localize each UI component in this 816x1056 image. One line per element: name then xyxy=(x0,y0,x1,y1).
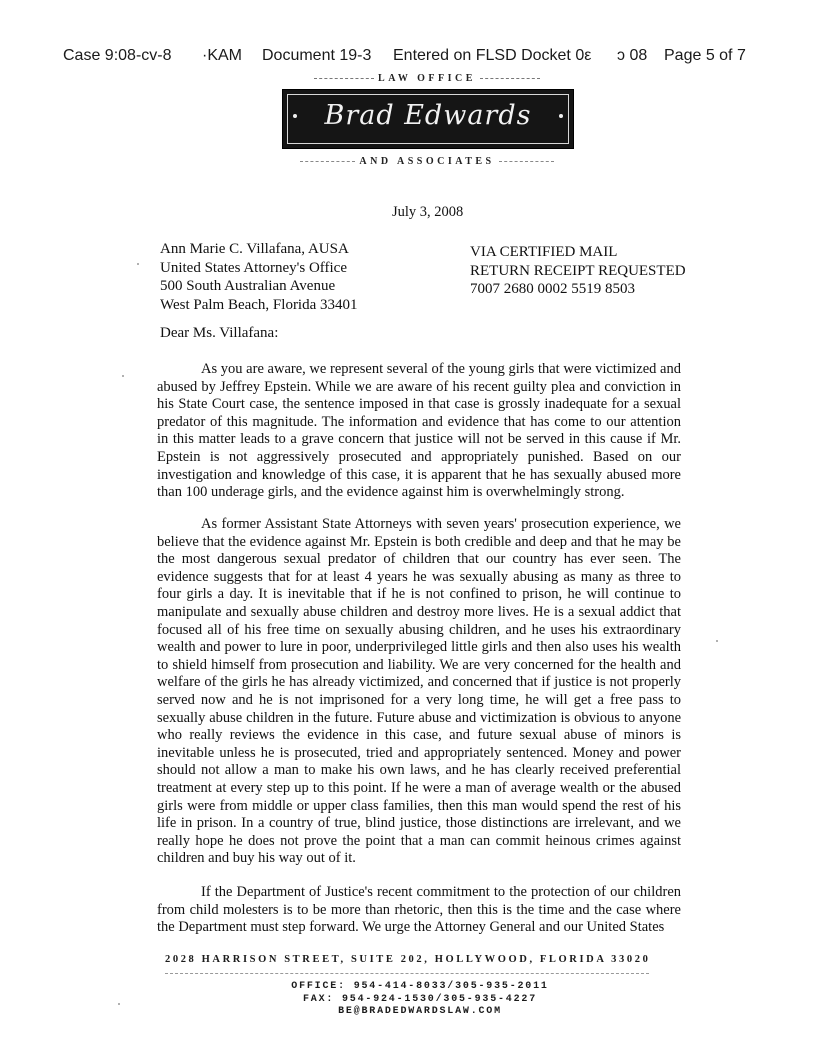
body-paragraph: As former Assistant State Attorneys with seven years' prosecution experience, we believe that the evidence against Mr. Epstein is both credible and deep and that he may be the most dangerous sexual predator of children that our country has ever seen. The evidence suggests that for at least 4 years he was sexually abusing as many as three to four girls a day. It is inevitable that if he is not confined to prison, he will continue to manipulate and sexually abuse children and destroy more lives. He is a sexual addict that focused all of his free time on sexually abusing children, and he uses his extraordinary wealth and power to lure in poor, underprivileged little girls and then also uses his wealth to shield himself from prosecution and liability. We are very concerned for the health and welfare of the girls he has already victimized, and concerned that if justice is not properly served now and he is not imprisoned for a very long time, he will get a free pass to sexually abuse children in the future. Future abuse and victimization is obvious to anyone who really reviews the evidence in this case, and future sexual abuse of minors is inevitable unless he is prosecuted, tried and appropriately sentenced. Money and power should not allow a man to make his own laws, and he has clearly received preferential treatment at every step up to this point. If he were a man of average wealth or the abused girls were from middle or upper class families, then this man would spend the rest of his life in prison. In a country of true, blind justice, those distinctions are irrelevant, and we really hope he does not prove the point that a man can commit heinous crimes against children and buy his way out of it. xyxy=(157,516,681,867)
recipient-address xyxy=(160,240,358,314)
scan-speck xyxy=(122,375,124,377)
delivery-line: VIA CERTIFIED MAIL xyxy=(470,244,618,260)
body-paragraph: As you are aware, we represent several of the young girls that were victimized and abused by Jeffrey Epstein. While we are aware of his recent guilty plea and conviction in his State Court case, the sentence imposed in that case is grossly inadequate for a sexual predator of this magnitude. The information and evidence that has come to our attention in this matter leads to a grave concern that justice will not be served in this cause if Mr. Epstein is not aggressively prosecuted and appropriately punished. Based on our investigation and knowledge of this case, it is apparent that he has sexually abused more than 100 underage girls, and the evidence against him is overwhelmingly strong. xyxy=(157,361,681,501)
recipient-line: United States Attorney's Office xyxy=(160,259,347,276)
footer-email: BE@BRADEDWARDSLAW.COM xyxy=(338,1006,502,1017)
firm-name-script: Brad Edwards xyxy=(324,100,532,131)
footer-fax: FAX: 954-924-1530/305-935-4227 xyxy=(302,993,538,1005)
docket-year: ɔ 08 xyxy=(617,47,648,64)
associates-label: AND ASSOCIATES xyxy=(282,156,572,167)
document-number: Document 19-3 xyxy=(262,47,372,64)
tracking-number: 7007 2680 0002 5519 8503 xyxy=(470,281,635,297)
footer-office-phone: OFFICE: 954-414-8033/305-935-2011 xyxy=(291,981,549,992)
recipient-line: West Palm Beach, Florida 33401 xyxy=(160,296,358,313)
scan-speck xyxy=(716,640,718,642)
footer-street-address: 2028 HARRISON STREET, SUITE 202, HOLLYWOOD, FLORIDA 33020 xyxy=(165,954,651,965)
scan-speck xyxy=(137,263,139,265)
page-indicator: Page 5 of 7 xyxy=(664,47,746,64)
docket-entry: Entered on FLSD Docket 0ε xyxy=(393,47,592,64)
recipient-line: 500 South Australian Avenue xyxy=(160,278,336,294)
case-number: Case 9:08-cv-8 xyxy=(63,47,172,64)
footer-contact xyxy=(200,981,640,1019)
recipient-line: Ann Marie C. Villafana, AUSA xyxy=(160,241,349,257)
delivery-line: RETURN RECEIPT REQUESTED xyxy=(470,262,686,279)
firm-logo xyxy=(282,89,574,149)
judge-initials: ·KAM xyxy=(202,47,242,64)
body-paragraph: If the Department of Justice's recent commitment to the protection of our children from child molesters is to be more than rhetoric, then this is the time and the case where the Department must step forward. We urge the Attorney General and our United States xyxy=(157,884,681,936)
court-docket-header xyxy=(0,47,816,69)
delivery-method xyxy=(470,243,686,299)
scan-speck xyxy=(118,1003,120,1005)
footer-divider xyxy=(165,973,649,974)
law-office-label: LAW OFFICE xyxy=(282,73,572,84)
letter-date: July 3, 2008 xyxy=(392,204,464,220)
salutation: Dear Ms. Villafana: xyxy=(160,325,279,341)
